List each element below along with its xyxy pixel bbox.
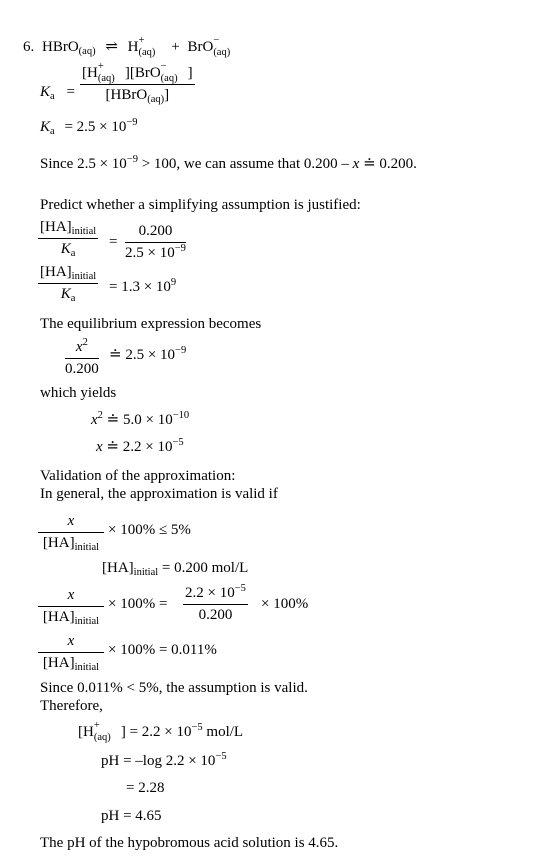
product-bro-charge: − (aq)	[213, 35, 231, 58]
ha-initial-line: $[HA]_{initial} = 0.200$ mol/L	[102, 560, 249, 578]
validation-heading: Validation of the approximation:	[40, 468, 236, 484]
equilibrium-heading: The equilibrium expression becomes	[40, 316, 262, 332]
predict-fraction-1: $[HA]_{initial}$ $K_a$	[40, 219, 97, 259]
validation-fraction-1: x $[HA]_{initial}$	[38, 514, 104, 551]
ka-numerator: [H + (aq) ][BrO − (aq) ]	[82, 61, 193, 84]
x-squared-line: $x^2$ ≐ $5.0 \times 10^{-10}$	[91, 410, 190, 428]
ka-label: $K_a$ =	[40, 84, 75, 102]
predict-rhs-fraction: $\frac{0.200}{2.5 \times 10^{-9}}$	[125, 223, 186, 261]
ka-denominator: [HBrO$_{(aq)}$]	[105, 87, 170, 105]
conclusion-therefore: Therefore,	[40, 698, 103, 714]
ph-log-line: pH = –log $2.2 \times 10^{-5}$	[101, 751, 227, 769]
h-concentration-line: [H + (aq) ] = $2.2 \times 10^{-5}$ mol/L	[78, 720, 244, 743]
validation-fraction-3: x $[HA]_{initial}$	[38, 634, 104, 671]
validation-result: × 100% = 0.011%	[108, 642, 217, 658]
problem-number: 6.	[23, 39, 35, 55]
validation-general: In general, the approximation is valid if	[40, 486, 278, 502]
product-h: H	[127, 39, 139, 55]
ph-intermediate-line: = 2.28	[126, 780, 165, 796]
equilibrium-arrow: ⇌	[105, 39, 118, 55]
yields-text: which yields	[40, 385, 117, 401]
validation-rhs-fraction: $\frac{2.2 \times 10^{-5}}{0.200}$	[185, 583, 246, 623]
reactant: HBrO	[42, 39, 79, 55]
ph-result-line: pH = 4.65	[101, 808, 162, 824]
final-answer: The pH of the hypobromous acid solution is 4.65.	[40, 835, 339, 851]
validation-mid: × 100% =	[108, 596, 168, 612]
equation-line	[23, 35, 231, 58]
product-bro: BrO	[187, 39, 214, 55]
equilibrium-fraction: $\frac{x^2}{0.200}$	[65, 337, 99, 377]
predict-heading: Predict whether a simplifying assumption is justified:	[40, 197, 361, 213]
predict-equals-1: =	[109, 234, 118, 250]
ka-value: $K_a = 2.5 \times 10^{-9}$	[40, 117, 138, 137]
predict-result: = $1.3 \times 10^9$	[109, 277, 177, 295]
validation-condition: × 100% ≤ 5%	[108, 522, 191, 538]
reactant-state: (aq)	[78, 46, 96, 57]
equilibrium-rhs: ≐ $2.5 \times 10^{-9}$	[109, 345, 187, 363]
validation-fraction-2: x $[HA]_{initial}$	[38, 588, 104, 625]
ka-fraction	[80, 61, 195, 105]
product-h-charge: + (aq)	[138, 35, 156, 58]
validation-tail: × 100%	[261, 596, 309, 612]
predict-fraction-2: $[HA]_{initial}$ $K_a$	[40, 264, 97, 304]
conclusion-since: Since 0.011% < 5%, the assumption is valid.	[40, 680, 308, 696]
x-value-line: x ≐ $2.2 \times 10^{-5}$	[96, 437, 184, 455]
plus-sign: +	[171, 39, 180, 55]
assumption-line: Since $2.5 \times 10^{-9} > 100$, we can assume that 0.200 – x ≐ 0.200.	[40, 154, 417, 172]
